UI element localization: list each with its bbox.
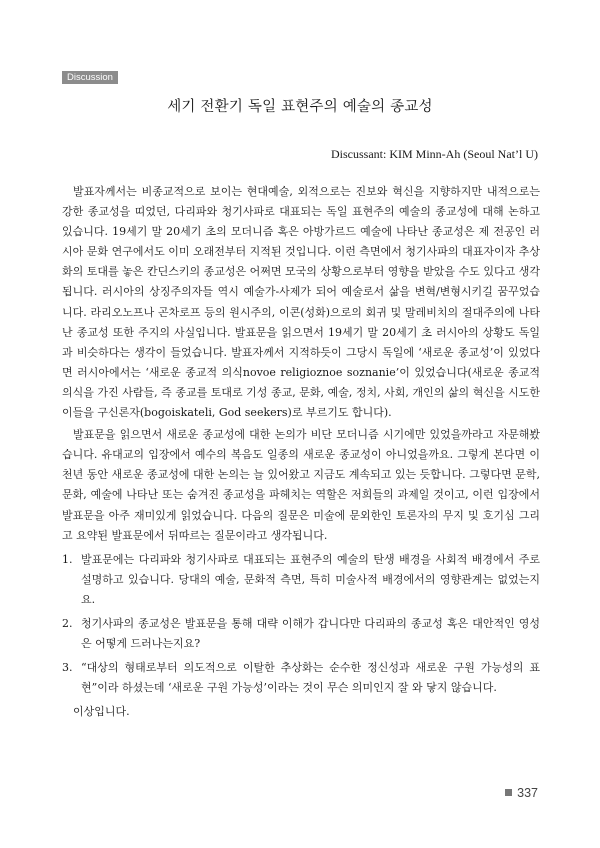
question-text: 청기사파의 종교성은 발표문을 통해 대략 이해가 갑니다만 다리파의 종교성 혹은 대안적인 영성은 어떻게 드러나는지요? [81, 616, 540, 651]
page-number: 337 [517, 786, 538, 800]
article-body [62, 182, 540, 722]
discussant-line: Discussant: KIM Minn-Ah (Seoul Nat’l U) [331, 147, 538, 161]
question-text: 발표문에는 다리파와 청기사파로 대표되는 표현주의 예술의 탄생 배경을 사회적 배경에서 주로 설명하고 있습니다. 당대의 예술, 문화적 측면, 특히 미술사적 배경에서의 영향관계는 없었는지요. [81, 552, 540, 606]
question-number: 3. [62, 661, 73, 675]
question-list [62, 550, 540, 699]
page-title: 세기 전환기 독일 표현주의 예술의 종교성 [167, 99, 433, 115]
square-bullet-icon [505, 789, 512, 796]
section-tag: Discussion [62, 71, 118, 84]
paragraph: 발표자께서는 비종교적으로 보이는 현대예술, 외적으로는 진보와 혁신을 지향하지만 내적으로는 강한 종교성을 띠었던, 다리파와 청기사파로 대표되는 독일 표현주의 예술의 종교성에 대해 논하고 있습니다. 19세기 말 20세기 초의 모더니즘 혹은 아방가르드 예술에 나타난 종교성은 제 전공인 러시아 문화 연구에서도 이미 오래전부터 지적된 것입니다. 이런 측면에서 청기사파의 대표자이자 추상화의 토대를 놓은 칸딘스키의 종교성은 어쩌면 모국의 상황으로부터 영향을 받았을 수도 있다고 생각됩니다. 러시아의 상징주의자들 역시 예술가-사제가 되어 예술로서 삶을 변혁/변형시키길 꿈꾸었습니다. 라리오노프나 곤차로프 등의 원시주의, 이콘(성화)으로의 회귀 및 말레비치의 절대주의에 나타난 종교성 또한 주지의 사실입니다. 발표문을 읽으면서 19세기 말 20세기 초 러시아의 상황도 독일과 비슷하다는 생각이 들었습니다. 발표자께서 지적하듯이 그당시 독일에 ‘새로운 종교성’이 있었다면 러시아에서는 ‘새로운 종교적 의식novoe religioznoe soznanie’이 있었습니다(새로운 종교적 의식을 가진 사람들, 즉 종교를 토대로 기성 종교, 문화, 예술, 정치, 사회, 개인의 삶의 혁신을 시도한 이들을 구신론자(bogoiskateli, God seekers)로 부르기도 합니다). [62, 185, 540, 420]
question-number: 1. [62, 552, 73, 566]
question-number: 2. [62, 616, 73, 630]
page-footer [505, 785, 538, 801]
question-item [62, 658, 540, 698]
question-item [62, 614, 540, 654]
question-item [62, 550, 540, 610]
question-text: “대상의 형태로부터 의도적으로 이탈한 추상화는 순수한 정신성과 새로운 구원 가능성의 표현”이라 하셨는데 ‘새로운 구원 가능성’이라는 것이 무슨 의미인지 잘 와 닿지 않습니다. [81, 661, 540, 695]
paragraph: 발표문을 읽으면서 새로운 종교성에 대한 논의가 비단 모더니즘 시기에만 있었을까라고 자문해봤습니다. 유대교의 입장에서 예수의 복음도 일종의 새로운 종교성이 아니었을까요. 그렇게 본다면 이 천년 동안 새로운 종교성에 대한 논의는 늘 있어왔고 지금도 계속되고 있는 듯합니다. 그렇다면 문학, 문화, 예술에 나타난 또는 숨겨진 종교성을 파헤치는 역할은 저희들의 과제일 것이고, 이런 입장에서 발표문을 아주 재미있게 읽었습니다. 다음의 질문은 미술에 문외한인 토론자의 무지 및 호기심 그리고 요약된 발표문에서 뒤따르는 질문이라고 생각됩니다. [62, 428, 540, 542]
closing-line: 이상입니다. [73, 705, 130, 719]
